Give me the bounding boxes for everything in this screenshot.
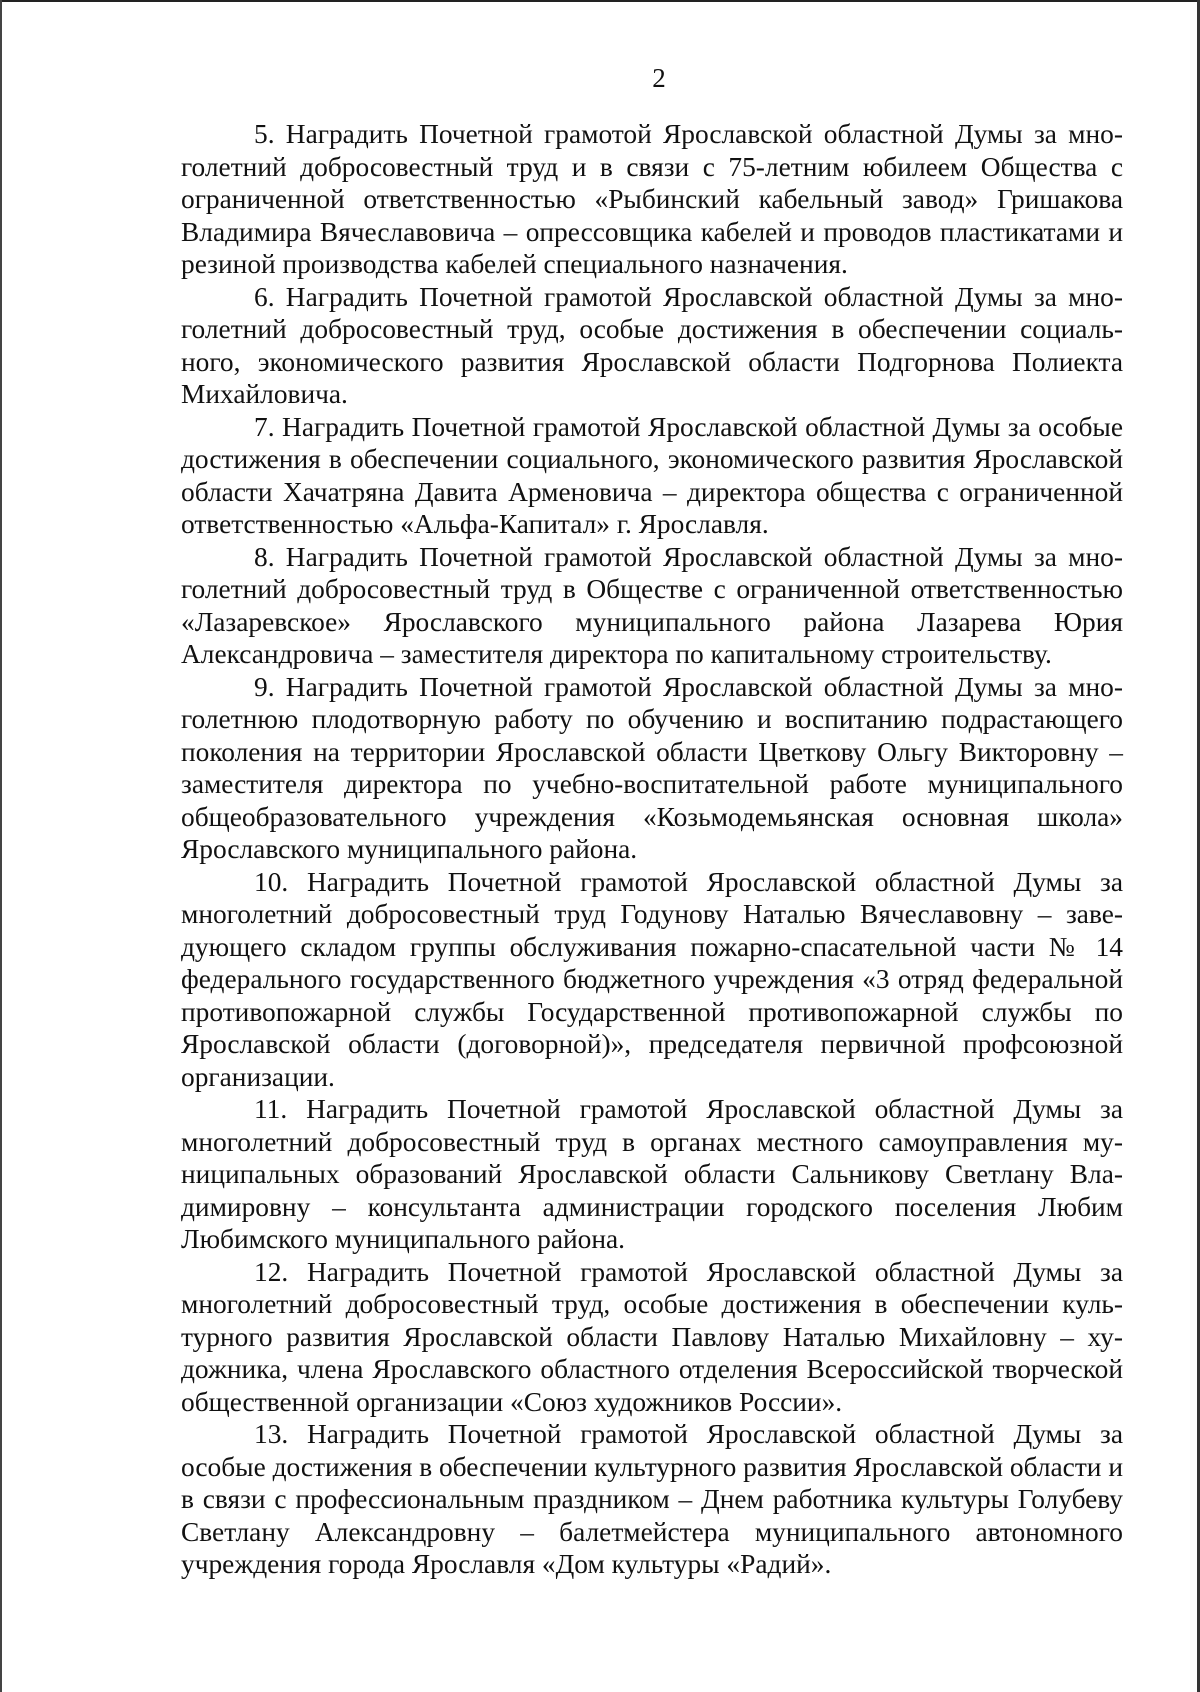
paragraph-6: 6. Наградить Почетной грамотой Ярославской областной Думы за многолетний добросовестный труд, особые достижения в обеспечении социального, экономического развития Ярославской области Подгорнова Полиекта Михайловича. bbox=[181, 281, 1123, 409]
paragraph-13: 13. Наградить Почетной грамотой Ярославской областной Думы за особые достижения в обеспечении культурного развития Ярославской области и в связи с профессиональным праздником – Днем работника культуры Голубеву Светлану Александровну – балетмейстера муниципального автономного учреждения города Ярославля «Дом культуры «Радий». bbox=[181, 1419, 1123, 1579]
document-body bbox=[181, 118, 1123, 1581]
page-number: 2 bbox=[652, 63, 666, 93]
paragraph-12: 12. Наградить Почетной грамотой Ярославской областной Думы за многолетний добросовестный труд, особые достижения в обеспечении культурного развития Ярославской области Павлову Наталью Михайловну – художника, члена Ярославского областного отделения Всероссийской творческой общественной организации «Союз художников России». bbox=[181, 1256, 1123, 1417]
scan-border-left bbox=[0, 0, 2, 1692]
paragraph-9: 9. Наградить Почетной грамотой Ярославской областной Думы за многолетнюю плодотворную работу по обучению и воспитанию подрастающего поколения на территории Ярославской области Цветкову Ольгу Викторовну – заместителя директора по учебно-воспитательной работе муниципального общеобразовательного учреждения «Козьмодемьянская основная школа» Ярославского муниципального района. bbox=[181, 671, 1123, 864]
paragraph-8: 8. Наградить Почетной грамотой Ярославской областной Думы за многолетний добросовестный труд в Обществе с ограниченной ответственностью «Лазаревское» Ярославского муниципального района Лазарева Юрия Александровича – заместителя директора по капитальному строительству. bbox=[181, 541, 1123, 669]
paragraph-5: 5. Наградить Почетной грамотой Ярославской областной Думы за многолетний добросовестный труд и в связи с 75-летним юбилеем Общества с ограниченной ответственностью «Рыбинский кабельный завод» Гришакова Владимира Вячеславовича – опрессовщика кабелей и проводов пластикатами и резиной производства кабелей специального назначения. bbox=[181, 119, 1123, 279]
paragraph-11: 11. Наградить Почетной грамотой Ярославской областной Думы за многолетний добросовестный труд в органах местного самоуправления муниципальных образований Ярославской области Сальникову Светлану Владимировну – консультанта администрации городского поселения Любим Любимского муниципального района. bbox=[181, 1094, 1123, 1254]
paragraph-10: 10. Наградить Почетной грамотой Ярославской областной Думы за многолетний добросовестный труд Годунову Наталью Вячеславовну – заведующего складом группы обслуживания пожарно-спасательной части № 14 федерального государственного бюджетного учреждения «3 отряд федеральной противопожарной службы Государственной противопожарной службы по Ярославской области (договорной)», председателя первичной профсоюзной организации. bbox=[181, 866, 1123, 1092]
scan-border-top bbox=[0, 0, 1200, 2]
paragraph-7: 7. Наградить Почетной грамотой Ярославской областной Думы за особые достижения в обеспечении социального, экономического развития Ярославской области Хачатряна Давита Арменовича – директора общества с ограниченной ответственностью «Альфа-Капитал» г. Ярославля. bbox=[181, 411, 1123, 539]
